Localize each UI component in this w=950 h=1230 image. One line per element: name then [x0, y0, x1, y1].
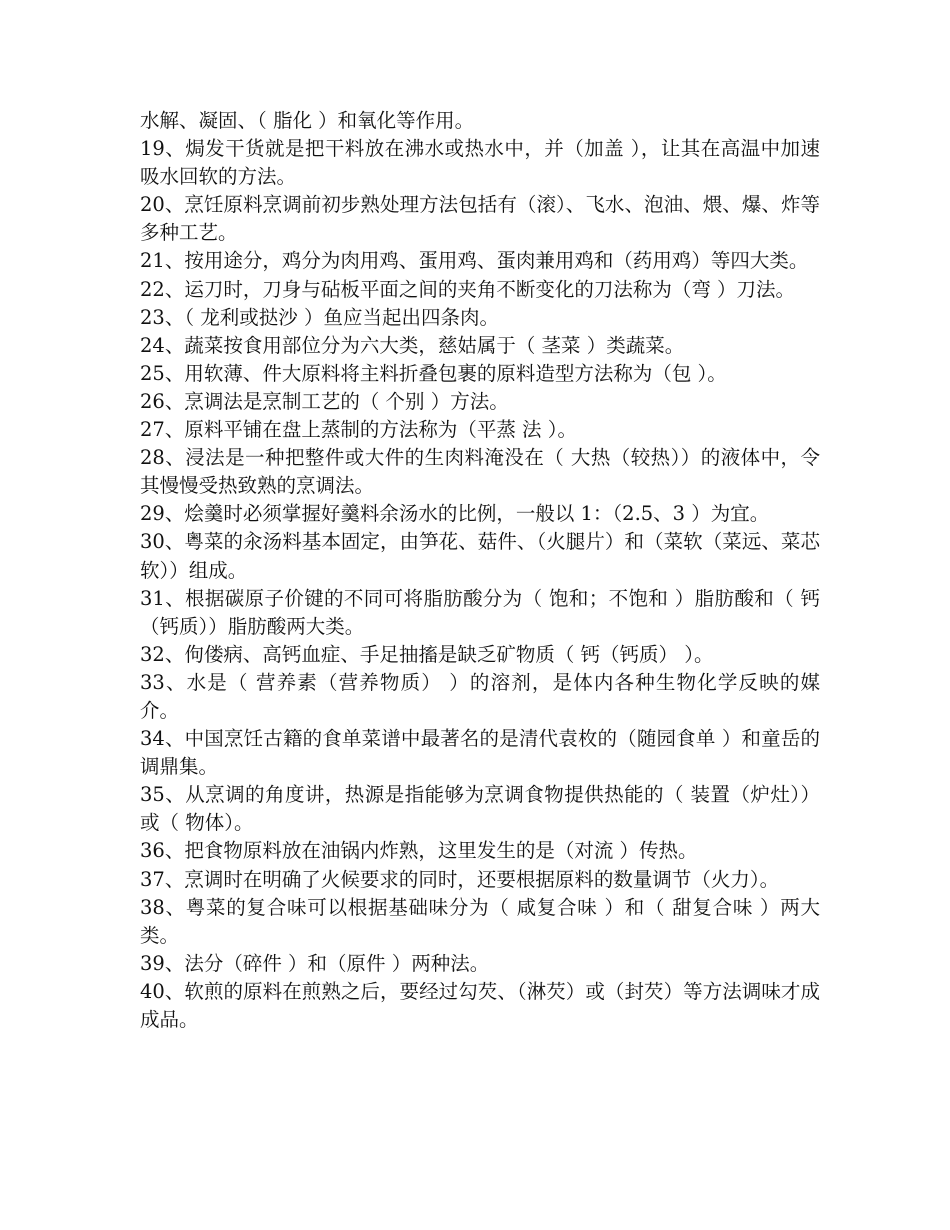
question-38: 38、粤菜的复合味可以根据基础味分为（ 咸复合味 ）和（ 甜复合味 ）两大类。 [140, 895, 820, 947]
question-33: 33、水是（ 营养素（营养物质） ）的溶剂，是体内各种生物化学反映的媒介。 [140, 670, 820, 722]
question-30: 30、粤菜的汆汤料基本固定，由笋花、菇件、（火腿片）和（菜软（菜远、菜芯软））组成。 [140, 530, 820, 582]
question-27: 27、原料平铺在盘上蒸制的方法称为（平蒸 法 ）。 [140, 418, 577, 442]
question-26: 26、烹调法是烹制工艺的（ 个别 ）方法。 [140, 389, 509, 413]
question-39: 39、法分（碎件 ）和（原件 ）两种法。 [140, 951, 490, 975]
question-31: 31、根据碳原子价键的不同可将脂肪酸分为（ 饱和；不饱和 ）脂肪酸和（ 钙（钙质））脂肪酸两大类。 [140, 586, 820, 638]
question-37: 37、烹调时在明确了火候要求的同时，还要根据原料的数量调节（火力）。 [140, 867, 780, 891]
question-29: 29、烩羹时必须掌握好羹料余汤水的比例，一般以 1：（2.5、3 ）为宜。 [140, 502, 770, 526]
document-page [140, 107, 820, 1034]
question-23: 23、（ 龙利或挞沙 ）鱼应当起出四条肉。 [140, 305, 499, 329]
question-34: 34、中国烹饪古籍的食单菜谱中最著名的是清代袁枚的（随园食单 ）和童岳的调鼎集。 [140, 727, 820, 779]
question-36: 36、把食物原料放在油锅内炸熟，这里发生的是（对流 ）传热。 [140, 839, 698, 863]
question-21: 21、按用途分，鸡分为肉用鸡、蛋用鸡、蛋肉兼用鸡和（药用鸡）等四大类。 [140, 249, 809, 273]
question-19: 19、焗发干货就是把干料放在沸水或热水中，并（加盖 ），让其在高温中加速吸水回软的方法。 [140, 137, 820, 189]
question-28: 28、浸法是一种把整件或大件的生肉料淹没在（ 大热（较热））的液体中，令其慢慢受热致熟的烹调法。 [140, 446, 820, 498]
question-24: 24、蔬菜按食用部位分为六大类，慈姑属于（ 茎菜 ）类蔬菜。 [140, 333, 685, 357]
question-32: 32、佝偻病、高钙血症、手足抽搐是缺乏矿物质（ 钙（钙质） ）。 [140, 642, 714, 666]
question-20: 20、烹饪原料烹调前初步熟处理方法包括有（滚）、飞水、泡油、煨、爆、炸等多种工艺。 [140, 193, 820, 245]
question-35: 35、从烹调的角度讲，热源是指能够为烹调食物提供热能的（ 装置（炉灶））或（ 物体）。 [140, 783, 820, 835]
question-25: 25、用软薄、件大原料将主料折叠包裹的原料造型方法称为（包 ）。 [140, 361, 727, 385]
text-line-1: 水解、凝固、（ 脂化 ）和氧化等作用。 [140, 109, 475, 132]
question-22: 22、运刀时，刀身与砧板平面之间的夹角不断变化的刀法称为（弯 ）刀法。 [140, 277, 796, 301]
question-40: 40、软煎的原料在煎熟之后，要经过勾芡、（淋芡）或（封芡）等方法调味才成成品。 [140, 979, 820, 1031]
